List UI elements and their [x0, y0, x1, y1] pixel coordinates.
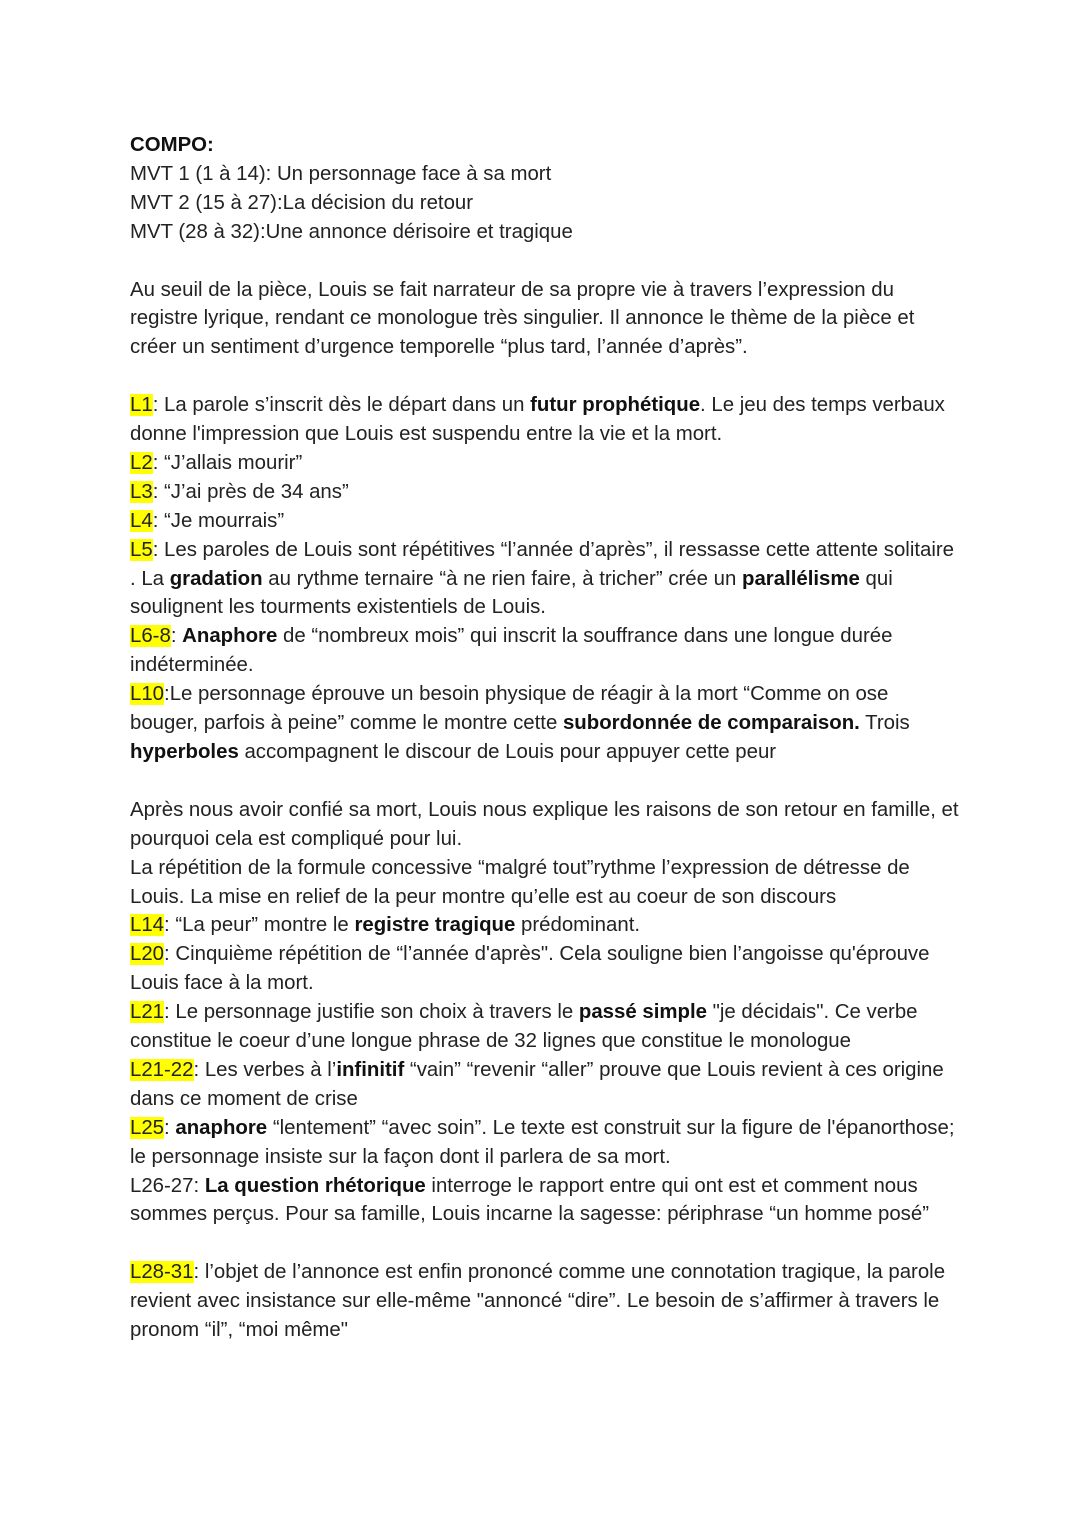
note-l26-27: [130, 1172, 960, 1230]
compo-title: COMPO:: [130, 134, 214, 156]
note-text: "je décidais". Ce verbe constitue le coeur d’une longue phrase de 32 lignes que constitue le monologue: [130, 1001, 918, 1053]
line-tag-plain: L26-27:: [130, 1174, 205, 1197]
line-tag: L1: [130, 394, 153, 417]
line-tag: L2: [130, 451, 153, 474]
note-l6-8: [130, 622, 960, 680]
note-l25: [130, 1114, 960, 1172]
note-emphasis: gradation: [169, 567, 263, 590]
note-text: qui soulignent les tourments existentiels de Louis.: [130, 567, 893, 619]
mvt2-repetition: La répétition de la formule concessive “malgré tout”rythme l’expression de détresse de Louis. La mise en relief de la peur montre qu’elle est au coeur de son discours: [130, 856, 910, 908]
note-l14: [130, 911, 960, 940]
line-tag: L21-22: [130, 1058, 194, 1081]
note-emphasis: La question rhétorique: [204, 1174, 426, 1197]
spacer: [130, 1229, 960, 1258]
note-l5: [130, 536, 960, 623]
note-emphasis: hyperboles: [130, 741, 239, 763]
note-text: . Le jeu des temps verbaux donne l'impression que Louis est suspendu entre la vie et la mort.: [130, 394, 945, 446]
note-emphasis: passé simple: [578, 1001, 707, 1024]
line-tag: L14: [130, 914, 165, 937]
note-text: : Cinquième répétition de “l’année d'après". Cela souligne bien l’angoisse qu'éprouve Louis face à la mort.: [130, 943, 930, 995]
line-tag: L5: [130, 538, 153, 561]
note-text: : “La peur” montre le: [164, 914, 355, 937]
note-text: : La parole s’inscrit dès le départ dans un: [152, 394, 531, 417]
note-l4: [130, 507, 960, 536]
note-text: : Les paroles de Louis sont répétitives “l’année d’après”, il ressasse cette attente solitaire . La: [130, 538, 955, 590]
note-emphasis: registre tragique: [354, 914, 516, 937]
note-text: : Le personnage justifie son choix à travers le: [164, 1001, 579, 1024]
compo-line-1: MVT 1 (1 à 14): Un personnage face à sa mort: [130, 162, 552, 185]
note-l1: [130, 391, 960, 449]
note-text: : “J’allais mourir”: [152, 451, 303, 474]
note-l3: [130, 478, 960, 507]
mvt2-intro: Après nous avoir confié sa mort, Louis nous explique les raisons de son retour en famille, et pourquoi cela est compliqué pour lui.: [130, 798, 959, 850]
note-text: Trois: [859, 712, 910, 735]
line-tag: L28-31: [130, 1261, 194, 1284]
note-text: : “J’ai près de 34 ans”: [152, 480, 349, 503]
line-tag: L3: [130, 480, 153, 503]
note-emphasis: Anaphore: [182, 625, 278, 648]
compo-line-3: MVT (28 à 32):Une annonce dérisoire et tragique: [130, 220, 573, 243]
spacer: [130, 362, 960, 391]
note-text: :: [170, 625, 183, 648]
note-text: : Les verbes à l’: [193, 1058, 337, 1081]
document-page: [130, 131, 960, 1345]
spacer: [130, 767, 960, 796]
line-tag: L4: [130, 509, 153, 532]
note-l28-31: [130, 1258, 960, 1345]
note-l21: [130, 998, 960, 1056]
note-emphasis: anaphore: [175, 1116, 268, 1139]
intro-paragraph: Au seuil de la pièce, Louis se fait narrateur de sa propre vie à travers l’expression du registre lyrique, rendant ce monologue très singulier. Il annonce le thème de la pièce et créer un sentiment d’urgence temporelle “plus tard, l’année d’après”.: [130, 278, 915, 359]
note-text: : l’objet de l’annonce est enfin prononcé comme une connotation tragique, la parole revient avec insistance sur elle-même "annoncé “dire”. Le besoin de s’affirmer à travers le pronom “il”, “moi même": [130, 1261, 946, 1342]
note-emphasis: subordonnée de comparaison.: [562, 712, 860, 735]
note-text: : “Je mourrais”: [152, 509, 285, 532]
note-text: “vain” “revenir “aller” prouve que Louis revient à ces origine dans ce moment de crise: [130, 1058, 944, 1110]
note-text: interroge le rapport entre qui ont est et comment nous sommes perçus. Pour sa famille, Louis incarne la sagesse: périphrase “un homme posé”: [130, 1174, 930, 1226]
spacer: [130, 247, 960, 276]
line-tag: L6-8: [130, 625, 171, 648]
note-text: au rythme ternaire “à ne rien faire, à tricher” crée un: [262, 567, 742, 590]
note-l10: [130, 680, 960, 767]
note-l21-22: [130, 1056, 960, 1114]
note-text: :Le personnage éprouve un besoin physique de réagir à la mort “Comme on ose bouger, parfois à peine” comme le montre cette: [130, 683, 889, 735]
line-tag: L20: [130, 943, 165, 966]
compo-line-2: MVT 2 (15 à 27):La décision du retour: [130, 191, 474, 214]
line-tag: L21: [130, 1001, 165, 1024]
note-emphasis: parallélisme: [741, 567, 860, 590]
note-text: de “nombreux mois” qui inscrit la souffrance dans une longue durée indéterminée.: [130, 625, 893, 677]
line-tag: L25: [130, 1116, 165, 1139]
note-text: “lentement” “avec soin”. Le texte est construit sur la figure de l'épanorthose; le personnage insiste sur la façon dont il parlera de sa mort.: [130, 1116, 955, 1168]
note-emphasis: futur prophétique: [530, 394, 701, 417]
line-tag: L10: [130, 683, 165, 706]
note-l2: [130, 449, 960, 478]
note-text: prédominant.: [515, 914, 641, 937]
note-l20: [130, 940, 960, 998]
note-text: accompagnent le discour de Louis pour appuyer cette peur: [238, 741, 777, 763]
note-emphasis: infinitif: [336, 1058, 405, 1081]
note-text: :: [164, 1116, 176, 1139]
